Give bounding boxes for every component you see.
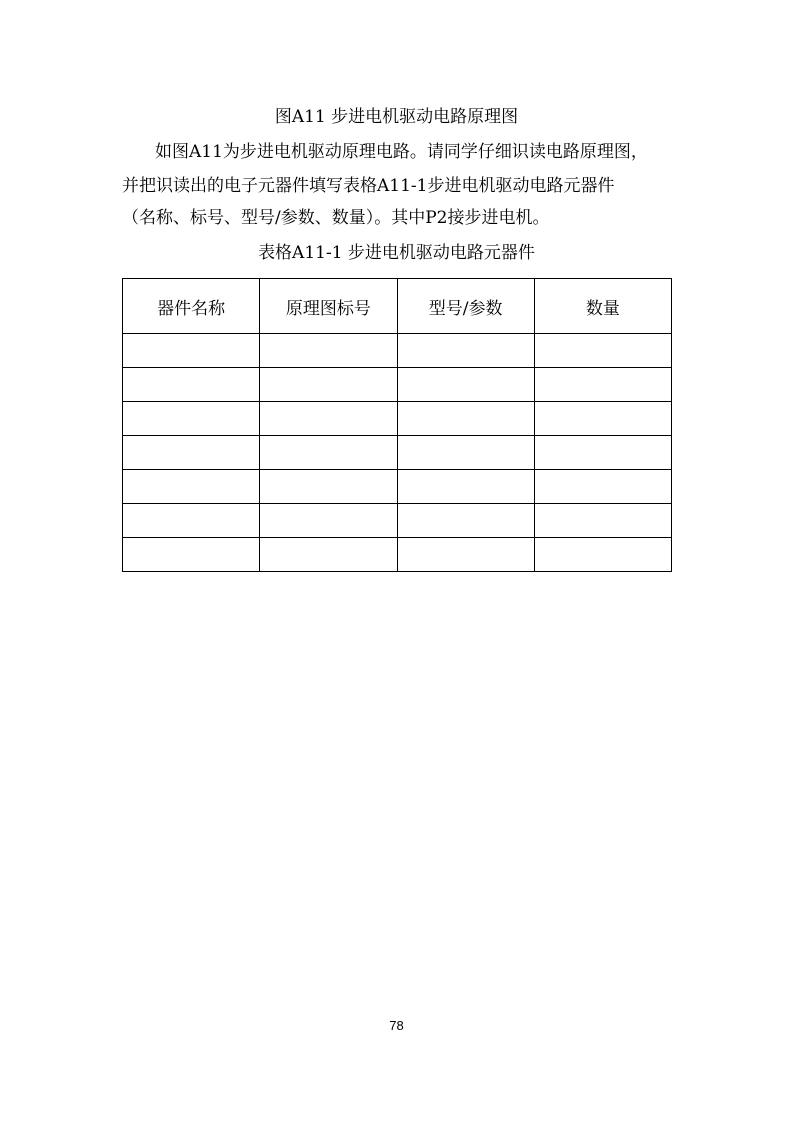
table-row — [123, 436, 672, 470]
paragraph-line-1: 如图A11为步进电机驱动原理电路。请同学仔细识读电路原理图， — [155, 142, 648, 162]
table-row — [123, 470, 672, 504]
header-schematic-label: 原理图标号 — [260, 279, 397, 334]
cell-quantity[interactable] — [534, 368, 671, 402]
header-component-name: 器件名称 — [123, 279, 260, 334]
cell-component-name[interactable] — [123, 436, 260, 470]
table-header-row — [123, 279, 672, 334]
header-model-parameter: 型号/参数 — [397, 279, 534, 334]
cell-quantity[interactable] — [534, 504, 671, 538]
cell-model-parameter[interactable] — [397, 538, 534, 572]
header-quantity: 数量 — [534, 279, 671, 334]
cell-schematic-label[interactable] — [260, 538, 397, 572]
cell-model-parameter[interactable] — [397, 402, 534, 436]
cell-schematic-label[interactable] — [260, 402, 397, 436]
page-number: 78 — [389, 1018, 404, 1033]
cell-component-name[interactable] — [123, 368, 260, 402]
paragraph-line-3: （名称、标号、型号/参数、数量）。其中P2接步进电机。 — [122, 208, 550, 228]
cell-component-name[interactable] — [123, 334, 260, 368]
cell-schematic-label[interactable] — [260, 334, 397, 368]
cell-model-parameter[interactable] — [397, 368, 534, 402]
table-row — [123, 368, 672, 402]
cell-component-name[interactable] — [123, 402, 260, 436]
table-caption: 表格A11-1 步进电机驱动电路元器件 — [258, 243, 535, 263]
cell-model-parameter[interactable] — [397, 334, 534, 368]
components-table — [122, 278, 672, 572]
cell-model-parameter[interactable] — [397, 436, 534, 470]
table-row — [123, 538, 672, 572]
cell-schematic-label[interactable] — [260, 504, 397, 538]
cell-schematic-label[interactable] — [260, 470, 397, 504]
cell-schematic-label[interactable] — [260, 368, 397, 402]
cell-component-name[interactable] — [123, 470, 260, 504]
table-row — [123, 402, 672, 436]
cell-model-parameter[interactable] — [397, 470, 534, 504]
cell-quantity[interactable] — [534, 334, 671, 368]
paragraph-line-2: 并把识读出的电子元器件填写表格A11-1步进电机驱动电路元器件 — [122, 176, 615, 196]
cell-component-name[interactable] — [123, 504, 260, 538]
table-row — [123, 504, 672, 538]
cell-quantity[interactable] — [534, 538, 671, 572]
cell-schematic-label[interactable] — [260, 436, 397, 470]
cell-quantity[interactable] — [534, 470, 671, 504]
cell-quantity[interactable] — [534, 436, 671, 470]
table-row — [123, 334, 672, 368]
cell-component-name[interactable] — [123, 538, 260, 572]
cell-quantity[interactable] — [534, 402, 671, 436]
figure-caption: 图A11 步进电机驱动电路原理图 — [274, 107, 519, 127]
cell-model-parameter[interactable] — [397, 504, 534, 538]
